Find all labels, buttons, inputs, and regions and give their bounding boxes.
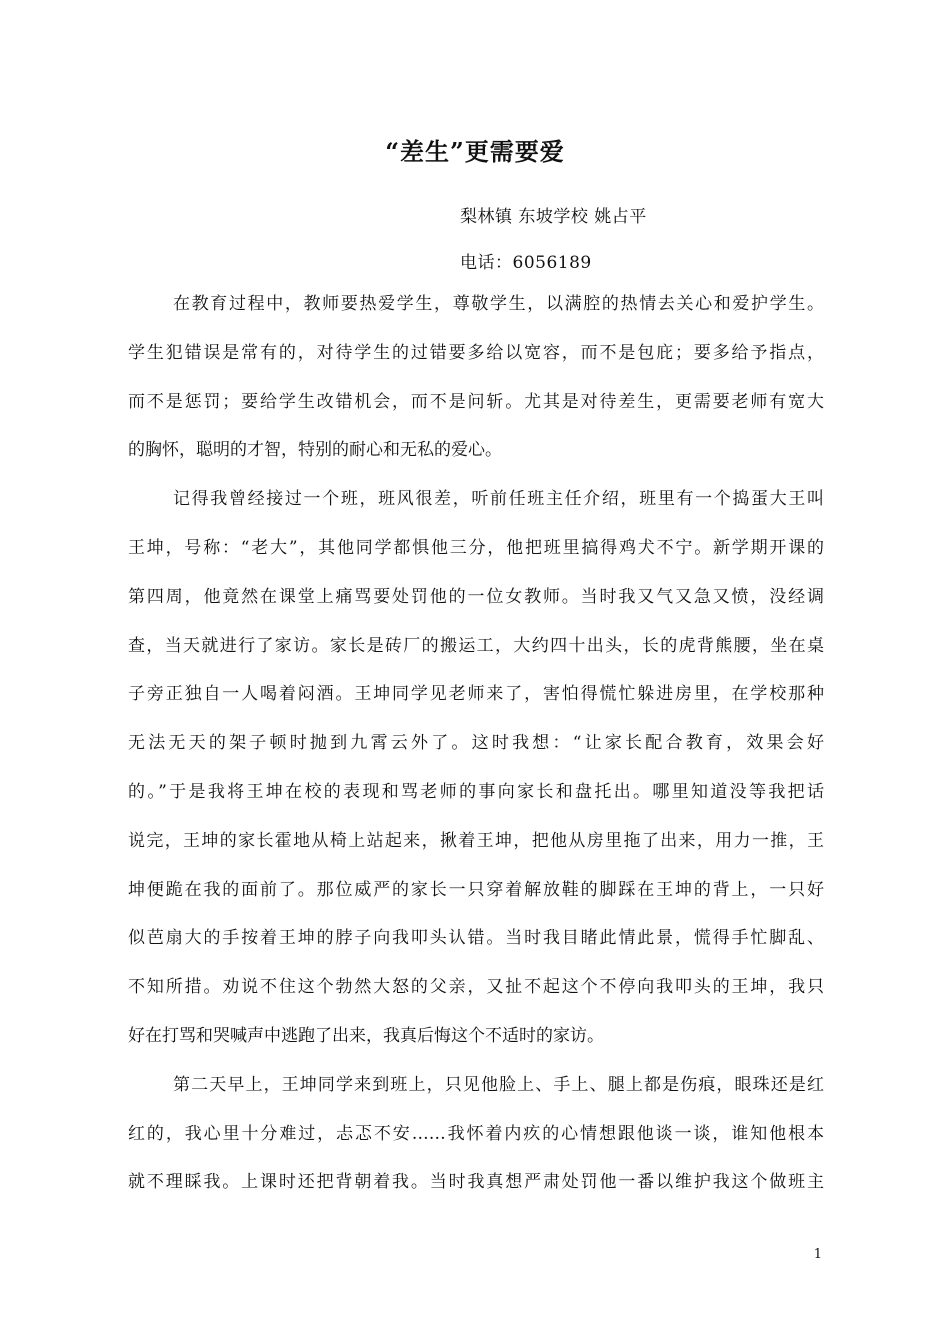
text-line: 第四周，他竟然在课堂上痛骂要处罚他的一位女教师。当时我又气又急又愤，没经调 xyxy=(128,586,824,607)
text-line: 坤便跪在我的面前了。那位威严的家长一只穿着解放鞋的脚踩在王坤的背上，一只好 xyxy=(128,879,824,900)
document-title: “差生”更需要爱 xyxy=(385,137,565,166)
text-line: 王坤，号称：“老大”，其他同学都惧他三分，他把班里搞得鸡犬不宁。新学期开课的 xyxy=(128,537,824,558)
text-line: 学生犯错误是常有的，对待学生的过错要多给以宽容，而不是包庇；要多给予指点， xyxy=(128,342,824,363)
text-line: 第二天早上，王坤同学来到班上，只见他脸上、手上、腿上都是伤痕，眼珠还是红 xyxy=(173,1074,824,1095)
text-line: 查，当天就进行了家访。家长是砖厂的搬运工，大约四十出头，长的虎背熊腰，坐在桌 xyxy=(128,635,824,656)
text-line: 记得我曾经接过一个班，班风很差，听前任班主任介绍，班里有一个捣蛋大王叫 xyxy=(173,489,824,510)
text-line: 红的，我心里十分难过，忐忑不安……我怀着内疚的心情想跟他谈一谈，谁知他根本 xyxy=(128,1123,824,1144)
text-line: 的胸怀，聪明的才智，特别的耐心和无私的爱心。 xyxy=(128,440,502,461)
page-number: 1 xyxy=(813,1247,822,1262)
text-line: 在教育过程中，教师要热爱学生，尊敬学生，以满腔的热情去关心和爱护学生。 xyxy=(173,294,824,314)
text-line: 似芭扇大的手按着王坤的脖子向我叩头认错。当时我目睹此情此景，慌得手忙脚乱、 xyxy=(128,928,824,949)
text-line: 子旁正独自一人喝着闷酒。王坤同学见老师来了，害怕得慌忙躲进房里，在学校那种 xyxy=(128,684,824,705)
text-line: 不知所措。劝说不住这个勃然大怒的父亲，又扯不起这个不停向我叩头的王坤，我只 xyxy=(128,977,824,998)
body-text xyxy=(128,280,824,1207)
text-line: 无法无天的架子顿时抛到九霄云外了。这时我想：“让家长配合教育，效果会好 xyxy=(128,733,824,754)
text-line: 好在打骂和哭喊声中逃跑了出来，我真后悔这个不适时的家访。 xyxy=(128,1025,604,1046)
text-line: 而不是惩罚；要给学生改错机会，而不是问斩。尤其是对待差生，更需要老师有宽大 xyxy=(128,391,824,412)
author-line: 梨林镇 东坡学校 姚占平 xyxy=(460,207,647,227)
phone-line: 电话：6056189 xyxy=(460,253,592,273)
text-line: 的。”于是我将王坤在校的表现和骂老师的事向家长和盘托出。哪里知道没等我把话 xyxy=(128,781,824,802)
text-line: 说完，王坤的家长霍地从椅上站起来，揪着王坤，把他从房里拖了出来，用力一推，王 xyxy=(128,830,824,851)
text-line: 就不理睬我。上课时还把背朝着我。当时我真想严肃处罚他一番以维护我这个做班主 xyxy=(128,1172,824,1193)
